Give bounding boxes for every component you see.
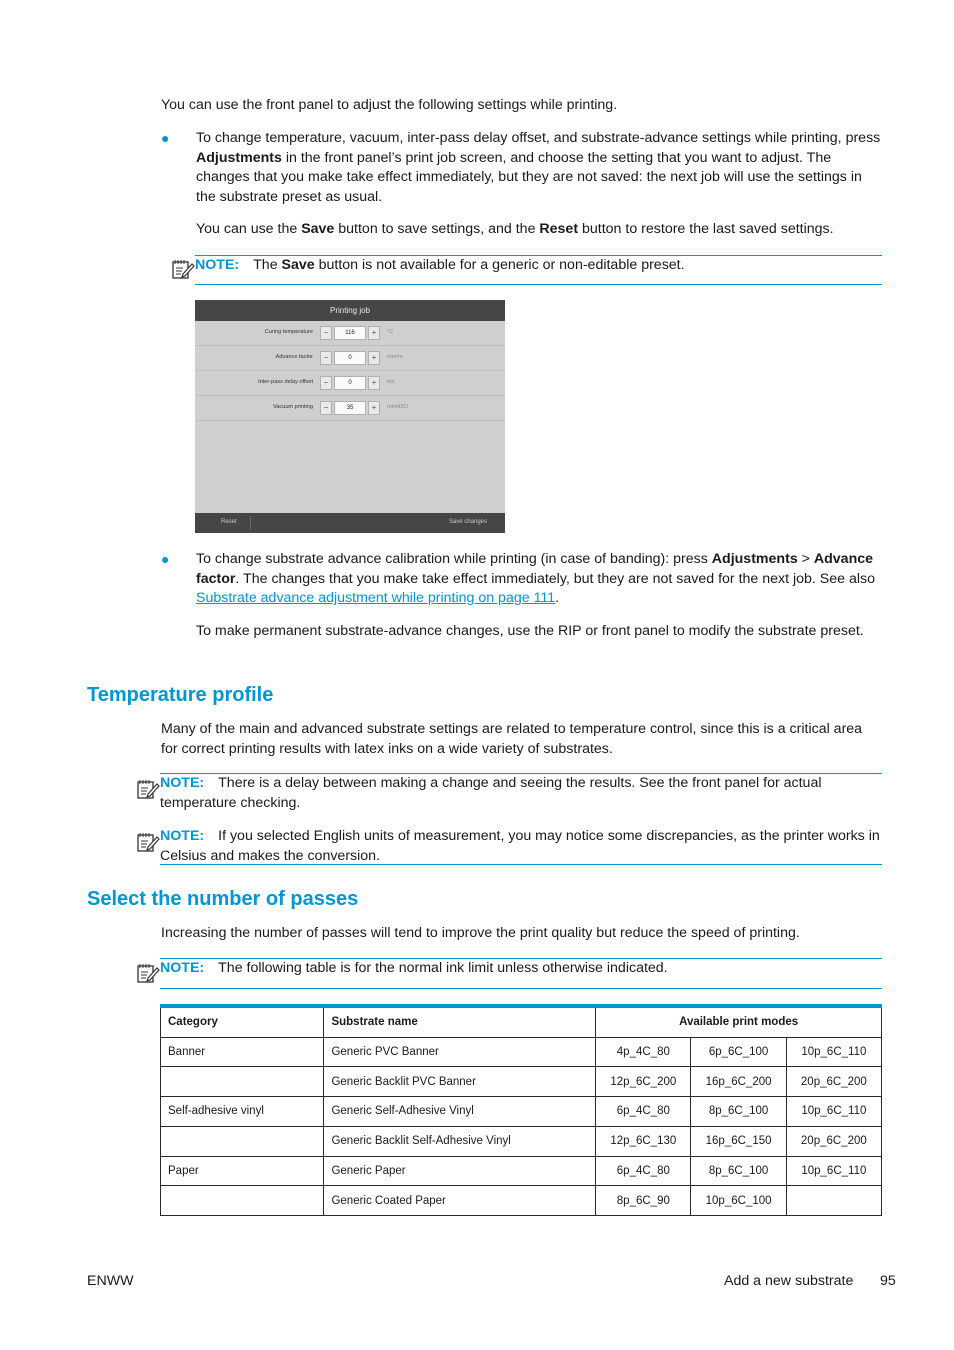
- cell-mode: 6p_4C_80: [596, 1156, 691, 1186]
- cell-category: [161, 1186, 324, 1216]
- value-field[interactable]: 35: [334, 401, 366, 415]
- header-category: Category: [161, 1006, 324, 1037]
- header-substrate-name: Substrate name: [324, 1006, 596, 1037]
- note-label: NOTE:: [195, 257, 240, 273]
- bullet-marker: ●: [161, 130, 170, 146]
- value-field[interactable]: 116: [334, 326, 366, 340]
- increase-button[interactable]: +: [368, 326, 380, 340]
- panel-row-curing-temperature: [195, 321, 505, 346]
- table-row: [161, 1156, 882, 1186]
- cell-mode: 16p_6C_150: [691, 1126, 786, 1156]
- value-field[interactable]: 0: [334, 351, 366, 365]
- substrate-advance-link[interactable]: Substrate advance adjustment while printing on page 111: [196, 590, 556, 607]
- increase-button[interactable]: +: [368, 376, 380, 390]
- decrease-button[interactable]: −: [320, 351, 332, 365]
- increase-button[interactable]: +: [368, 351, 380, 365]
- cell-mode: 12p_6C_200: [596, 1067, 691, 1097]
- note-delay-text: There is a delay between making a change and seeing the results. See the front panel for actual temperature checking.: [160, 775, 822, 811]
- table-row: [161, 1126, 882, 1156]
- heading-temperature-profile: Temperature profile: [87, 684, 274, 706]
- cell-mode: 12p_6C_130: [596, 1126, 691, 1156]
- bullet2-permanent-paragraph: To make permanent substrate-advance changes, use the RIP or front panel to modify the substrate preset.: [196, 623, 864, 639]
- cell-substrate: Generic Backlit Self-Adhesive Vinyl: [324, 1126, 596, 1156]
- bullet1-paragraph: To change temperature, vacuum, inter-pass delay offset, and substrate-advance settings while printing, press Adjustments in the front panel’s print job screen, and choose the setting that you want to adjust. The changes that you make take effect immediately, but they are not saved: the next job will use the settings in the substrate preset as usual.: [196, 130, 881, 205]
- panel-row-advance-factor: [195, 346, 505, 371]
- cell-mode: 6p_6C_100: [691, 1037, 786, 1067]
- cell-mode: 10p_6C_110: [786, 1037, 881, 1067]
- panel-row-label: Advance factor: [275, 354, 313, 360]
- decrease-button[interactable]: −: [320, 326, 332, 340]
- cell-mode: 16p_6C_200: [691, 1067, 786, 1097]
- save-changes-button[interactable]: Save changes: [448, 519, 487, 525]
- bullet1-save-reset-paragraph: You can use the Save button to save settings, and the Reset button to restore the last saved settings.: [196, 221, 834, 237]
- cell-category: Self-adhesive vinyl: [161, 1097, 324, 1127]
- footer-page-number: 95: [880, 1273, 896, 1289]
- footer-divider: [250, 516, 251, 530]
- cell-substrate: Generic PVC Banner: [324, 1037, 596, 1067]
- table-header-row: [161, 1006, 882, 1037]
- panel-footer-bar: [195, 513, 505, 533]
- cell-substrate: Generic Coated Paper: [324, 1186, 596, 1216]
- cell-substrate: Generic Backlit PVC Banner: [324, 1067, 596, 1097]
- footer-section-title: Add a new substrate: [724, 1273, 854, 1289]
- cell-mode: 20p_6C_200: [786, 1067, 881, 1097]
- intro-paragraph: You can use the front panel to adjust the following settings while printing.: [161, 97, 618, 113]
- panel-row-label: Vacuum printing: [272, 404, 313, 410]
- note-label: NOTE:: [160, 775, 205, 791]
- cell-category: [161, 1067, 324, 1097]
- panel-row-inter-pass-delay: [195, 371, 505, 396]
- front-panel-screenshot: [195, 300, 505, 533]
- bullet2-paragraph: To change substrate advance calibration while printing (in case of banding): press Adjustments > Advance factor. The changes that you make take effect immediately, but they are not saved for the next job. See also Substrate advance adjustment while printing on page 111.: [196, 551, 876, 607]
- note-label: NOTE:: [160, 960, 205, 976]
- cell-mode: 6p_4C_80: [596, 1097, 691, 1127]
- temperature-notes: [160, 773, 882, 865]
- unit-label: mmH2O: [387, 404, 408, 410]
- footer-enww: ENWW: [87, 1273, 134, 1289]
- note-icon: [136, 831, 160, 853]
- passes-note: NOTE: The following table is for the normal ink limit unless otherwise indicated.: [160, 958, 882, 989]
- cell-mode: 8p_6C_100: [691, 1156, 786, 1186]
- print-modes-table: [160, 1004, 882, 1216]
- note-icon: [136, 962, 160, 984]
- table-row: [161, 1097, 882, 1127]
- cell-mode: 10p_6C_110: [786, 1156, 881, 1186]
- header-print-modes: Available print modes: [596, 1006, 882, 1037]
- cell-substrate: Generic Self-Adhesive Vinyl: [324, 1097, 596, 1127]
- cell-category: Paper: [161, 1156, 324, 1186]
- decrease-button[interactable]: −: [320, 376, 332, 390]
- note-units-text: If you selected English units of measurement, you may notice some discrepancies, as the printer works in Celsius and makes the conversion.: [160, 828, 880, 864]
- note-icon: [136, 778, 160, 800]
- unit-label: ms: [387, 379, 395, 385]
- cell-mode: 10p_6C_100: [691, 1186, 786, 1216]
- cell-mode: 4p_4C_80: [596, 1037, 691, 1067]
- reset-button[interactable]: Reset: [221, 519, 237, 525]
- cell-category: [161, 1126, 324, 1156]
- bullet-marker: ●: [161, 551, 170, 567]
- temperature-paragraph: Many of the main and advanced substrate settings are related to temperature control, since this is a critical area for correct printing results with latex inks on a wide variety of substrates.: [161, 721, 863, 757]
- note-save-unavailable: NOTE: The Save button is not available for a generic or non-editable preset.: [195, 255, 882, 285]
- cell-category: Banner: [161, 1037, 324, 1067]
- table-row: [161, 1037, 882, 1067]
- passes-paragraph: Increasing the number of passes will tend to improve the print quality but reduce the speed of printing.: [161, 925, 800, 941]
- panel-row-label: Inter-pass delay offset: [258, 379, 313, 385]
- cell-mode: 20p_6C_200: [786, 1126, 881, 1156]
- cell-mode: 10p_6C_110: [786, 1097, 881, 1127]
- unit-label: °C: [387, 329, 394, 335]
- cell-mode: 8p_6C_100: [691, 1097, 786, 1127]
- heading-number-of-passes: Select the number of passes: [87, 888, 359, 910]
- cell-substrate: Generic Paper: [324, 1156, 596, 1186]
- note-icon: [171, 258, 195, 280]
- unit-label: mm/m: [387, 354, 403, 360]
- cell-mode: [786, 1186, 881, 1216]
- table-row: [161, 1067, 882, 1097]
- value-field[interactable]: 0: [334, 376, 366, 390]
- panel-row-label: Curing temperature: [264, 329, 313, 335]
- cell-mode: 8p_6C_90: [596, 1186, 691, 1216]
- note-label: NOTE:: [160, 828, 205, 844]
- panel-row-vacuum-printing: [195, 396, 505, 421]
- increase-button[interactable]: +: [368, 401, 380, 415]
- panel-title: Printing job: [195, 300, 505, 321]
- table-row: [161, 1186, 882, 1216]
- decrease-button[interactable]: −: [320, 401, 332, 415]
